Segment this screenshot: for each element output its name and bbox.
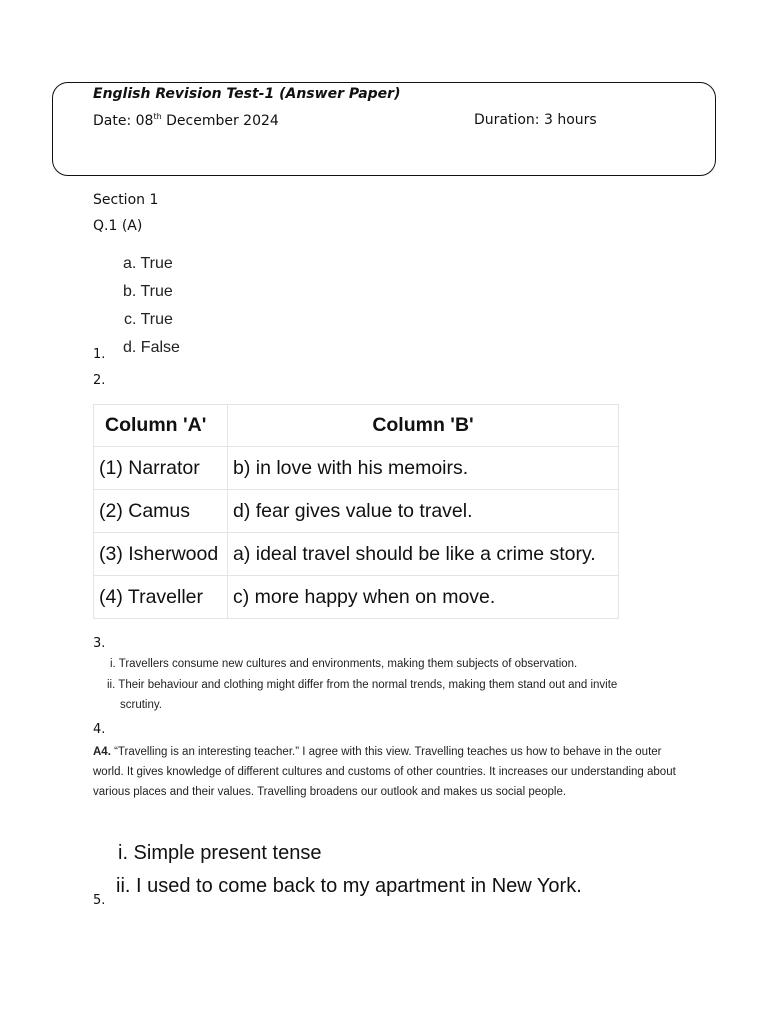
q5-answer-i: i. Simple present tense (118, 842, 322, 864)
q1-answer-b: b. True (123, 283, 173, 300)
q1-answer-c: c. True (124, 311, 173, 328)
q1-answer-d: d. False (123, 339, 180, 356)
column-a-header: Column 'A' (94, 405, 228, 447)
q3-answer-ii: ii. Their behaviour and clothing might differ from the normal trends, making them stand out and invite (107, 679, 618, 691)
table-cell: (2) Camus (94, 490, 228, 533)
table-cell: (3) Isherwood (94, 533, 228, 576)
table-row (94, 490, 619, 533)
table-cell: d) fear gives value to travel. (228, 490, 619, 533)
q4-answer-paragraph (93, 742, 683, 802)
table-cell: a) ideal travel should be like a crime story. (228, 533, 619, 576)
q3-number: 3. (93, 636, 106, 651)
table-cell: c) more happy when on move. (228, 576, 619, 619)
date-ordinal: th (153, 112, 162, 121)
q1-number: 1. (93, 347, 106, 362)
q4-answer-text: “Travelling is an interesting teacher.” I agree with this view. Travelling teaches us how to behave in the outer world. It gives knowledge of different cultures and customs of other countries. It increases our understanding about various places and their values. Travelling broadens our outlook and makes us social people. (93, 746, 676, 798)
date-suffix: December 2024 (161, 113, 279, 129)
q4-number: 4. (93, 722, 106, 737)
q2-number: 2. (93, 373, 106, 388)
exam-date (93, 112, 279, 129)
table-row (94, 576, 619, 619)
matching-table (93, 404, 619, 619)
q3-answer-i: i. Travellers consume new cultures and environments, making them subjects of observation. (110, 658, 578, 670)
q5-number: 5. (93, 893, 106, 908)
q4-answer-label: A4. (93, 746, 111, 758)
table-row (94, 533, 619, 576)
table-row (94, 447, 619, 490)
section-heading: Section 1 (93, 192, 159, 208)
table-cell: b) in love with his memoirs. (228, 447, 619, 490)
table-cell: (1) Narrator (94, 447, 228, 490)
table-header-row (94, 405, 619, 447)
q1-answer-a: a. True (123, 255, 173, 272)
exam-duration: Duration: 3 hours (474, 112, 597, 128)
date-prefix: Date: 08 (93, 113, 154, 129)
page-title: English Revision Test-1 (Answer Paper) (93, 86, 401, 102)
question-label: Q.1 (A) (93, 218, 143, 234)
q5-answer-ii: ii. I used to come back to my apartment in New York. (116, 875, 582, 897)
q3-answer-ii-cont: scrutiny. (120, 699, 162, 711)
table-cell: (4) Traveller (94, 576, 228, 619)
column-b-header: Column 'B' (228, 405, 619, 447)
